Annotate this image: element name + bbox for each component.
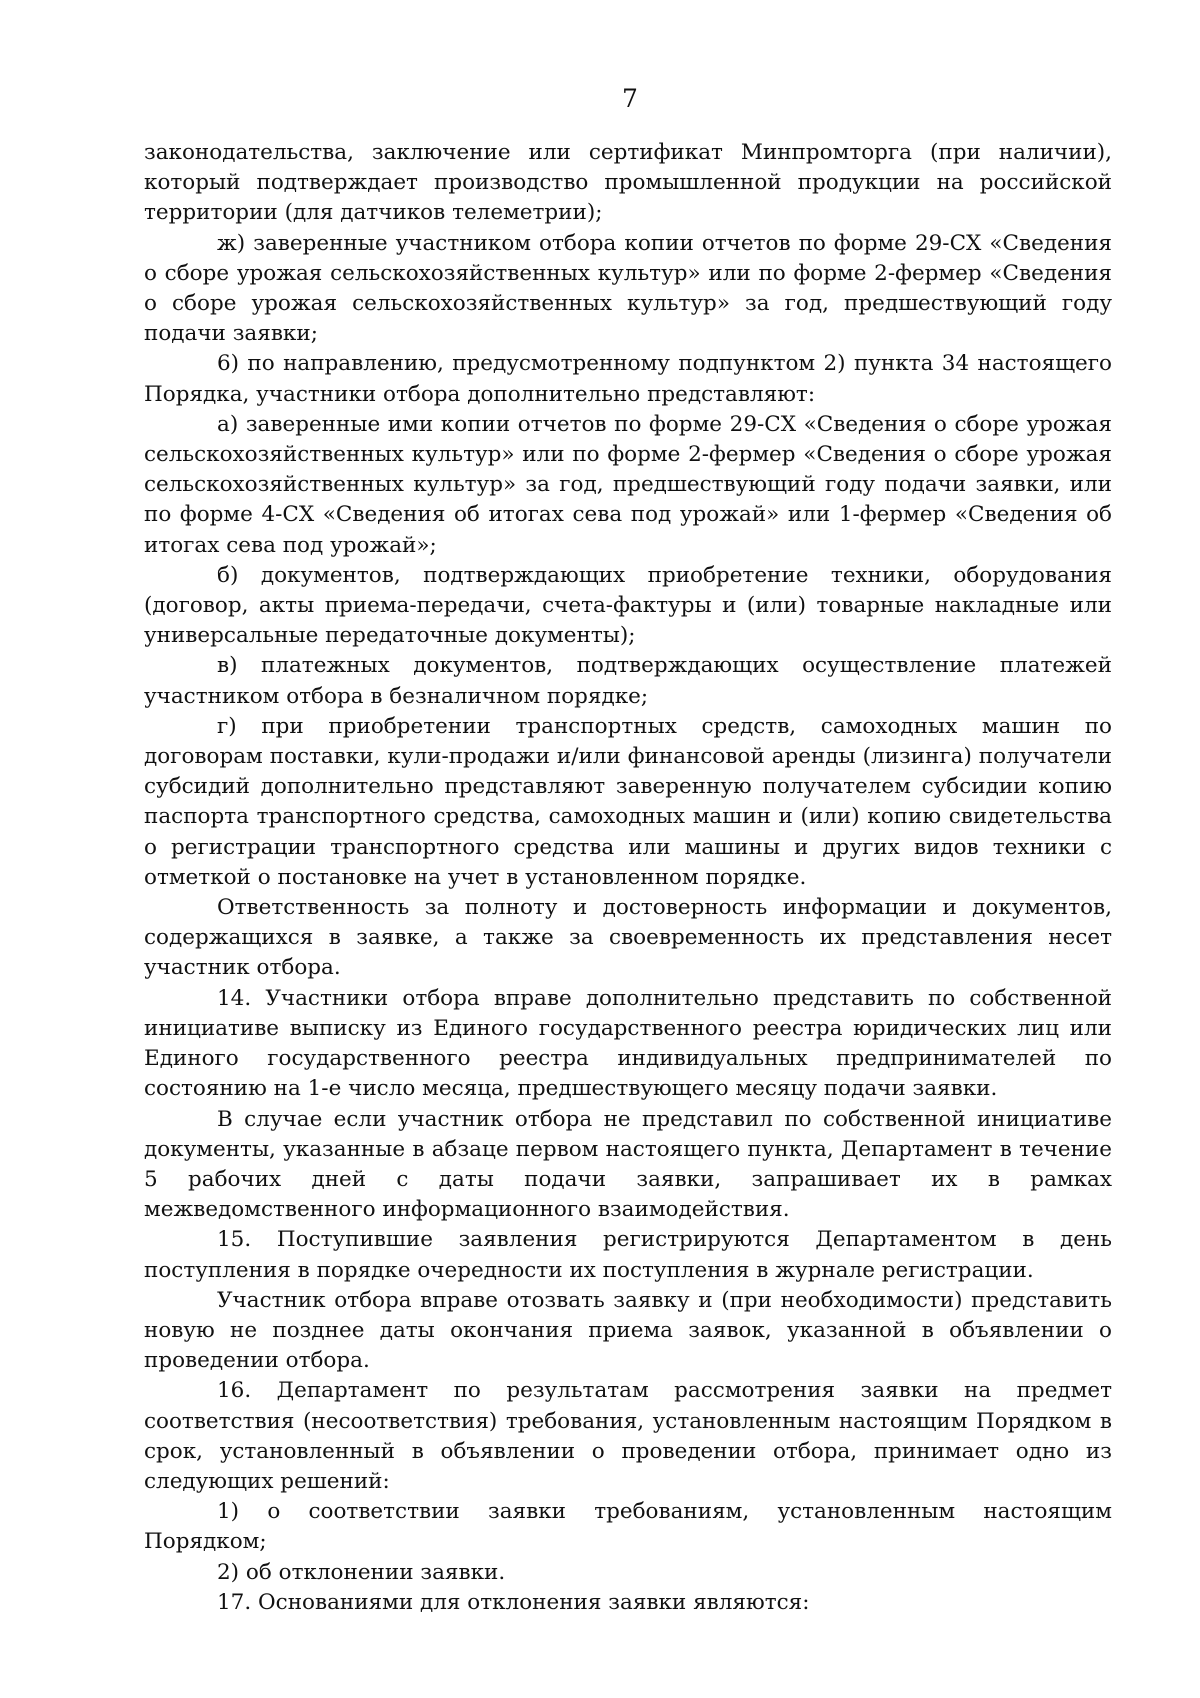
paragraph: а) заверенные ими копии отчетов по форме 29-СХ «Сведения о сборе урожая сельскохозяйственных культур» или по форме 2-фермер «Сведения о сборе урожая сельскохозяйственных культур» за год, предшествующий году подачи заявки, или по форме 4-СХ «Сведения об итогах сева под урожай» или 1-фермер «Сведения об итогах сева под урожай»;: [144, 411, 1112, 558]
paragraph: ж) заверенные участником отбора копии отчетов по форме 29-СХ «Сведения о сборе урожая сельскохозяйственных культур» или по форме 2-фермер «Сведения о сборе урожая сельскохозяйственных культур» за год, предшествующий году подачи заявки;: [144, 230, 1112, 347]
paragraph: 16. Департамент по результатам рассмотрения заявки на предмет соответствия (несоответствия) требования, установленным настоящим Порядком в срок, установленный в объявлении о проведении отбора, принимает одно из следующих решений:: [144, 1378, 1112, 1494]
paragraph: 14. Участники отбора вправе дополнительно представить по собственной инициативе выписку из Единого государственного реестра юридических лиц или Единого государственного реестра индивидуальных предпринимателей по состоянию на 1-е число месяца, предшествующего месяцу подачи заявки.: [144, 985, 1112, 1102]
paragraph: б) документов, подтверждающих приобретение техники, оборудования (договор, акты приема-передачи, счета-фактуры и (или) товарные накладные или универсальные передаточные документы);: [144, 562, 1112, 649]
page-number: 7: [622, 84, 638, 113]
paragraph: 6) по направлению, предусмотренному подпунктом 2) пункта 34 настоящего Порядка, участники отбора дополнительно представляют:: [144, 351, 1112, 407]
paragraph: Ответственность за полноту и достоверность информации и документов, содержащихся в заявке, а также за своевременность их представления несет участник отбора.: [144, 895, 1112, 981]
document-body: [144, 138, 1112, 1618]
paragraph: законодательства, заключение или сертификат Минпромторга (при наличии), который подтверждает производство промышленной продукции на российской территории (для датчиков телеметрии);: [144, 140, 1112, 226]
paragraph: 2) об отклонении заявки.: [217, 1559, 506, 1585]
paragraph: Участник отбора вправе отозвать заявку и (при необходимости) представить новую не позднее даты окончания приема заявок, указанной в объявлении о проведении отбора.: [144, 1287, 1112, 1374]
paragraph: 1) о соответствии заявки требованиям, установленным настоящим Порядком;: [144, 1499, 1112, 1555]
paragraph: В случае если участник отбора не представил по собственной инициативе документы, указанные в абзаце первом настоящего пункта, Департамент в течение 5 рабочих дней с даты подачи заявки, запрашивает их в рамках межведомственного информационного взаимодействия.: [144, 1106, 1112, 1223]
paragraph: в) платежных документов, подтверждающих осуществление платежей участником отбора в безналичном порядке;: [144, 653, 1112, 709]
paragraph: г) при приобретении транспортных средств, самоходных машин по договорам поставки, кули-продажи и/или финансовой аренды (лизинга) получатели субсидий дополнительно представляют заверенную получателем субсидии копию паспорта транспортного средства, самоходных машин и (или) копию свидетельства о регистрации транспортного средства или машины и других видов техники с отметкой о постановке на учет в установленном порядке.: [144, 713, 1112, 890]
paragraph: 17. Основаниями для отклонения заявки являются:: [217, 1589, 810, 1615]
paragraph: 15. Поступившие заявления регистрируются Департаментом в день поступления в порядке очередности их поступления в журнале регистрации.: [144, 1227, 1112, 1283]
